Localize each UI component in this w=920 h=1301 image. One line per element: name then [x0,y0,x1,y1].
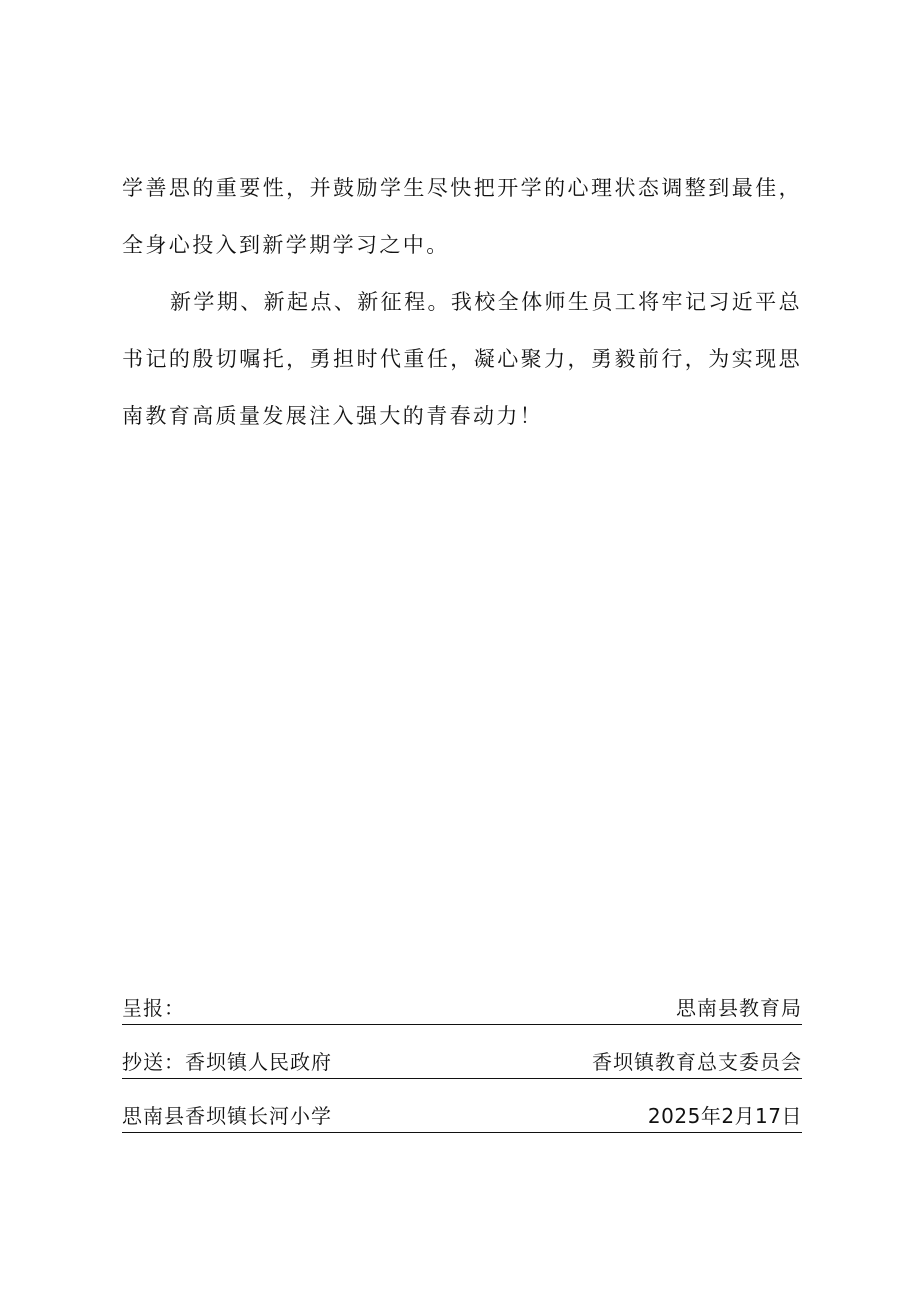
cc-recipient: 香坝镇教育总支委员会 [592,1050,802,1074]
document-body [122,160,802,445]
report-label: 呈报： [122,996,185,1020]
document-footer [122,992,802,1154]
cc-row [122,1046,802,1079]
paragraph-continuation: 学善思的重要性，并鼓励学生尽快把开学的心理状态调整到最佳，全身心投入到新学期学习之中。 [122,176,802,257]
issue-date: 2025年2月17日 [647,1104,802,1128]
cc-label: 抄送：香坝镇人民政府 [122,1050,332,1074]
report-row [122,992,802,1025]
issuer-row [122,1100,802,1133]
paragraph-closing: 新学期、新起点、新征程。我校全体师生员工将牢记习近平总书记的殷切嘱托，勇担时代重任，凝心聚力，勇毅前行，为实现思南教育高质量发展注入强大的青春动力！ [122,290,802,428]
issuer-name: 思南县香坝镇长河小学 [122,1104,332,1128]
report-recipient: 思南县教育局 [676,996,802,1020]
